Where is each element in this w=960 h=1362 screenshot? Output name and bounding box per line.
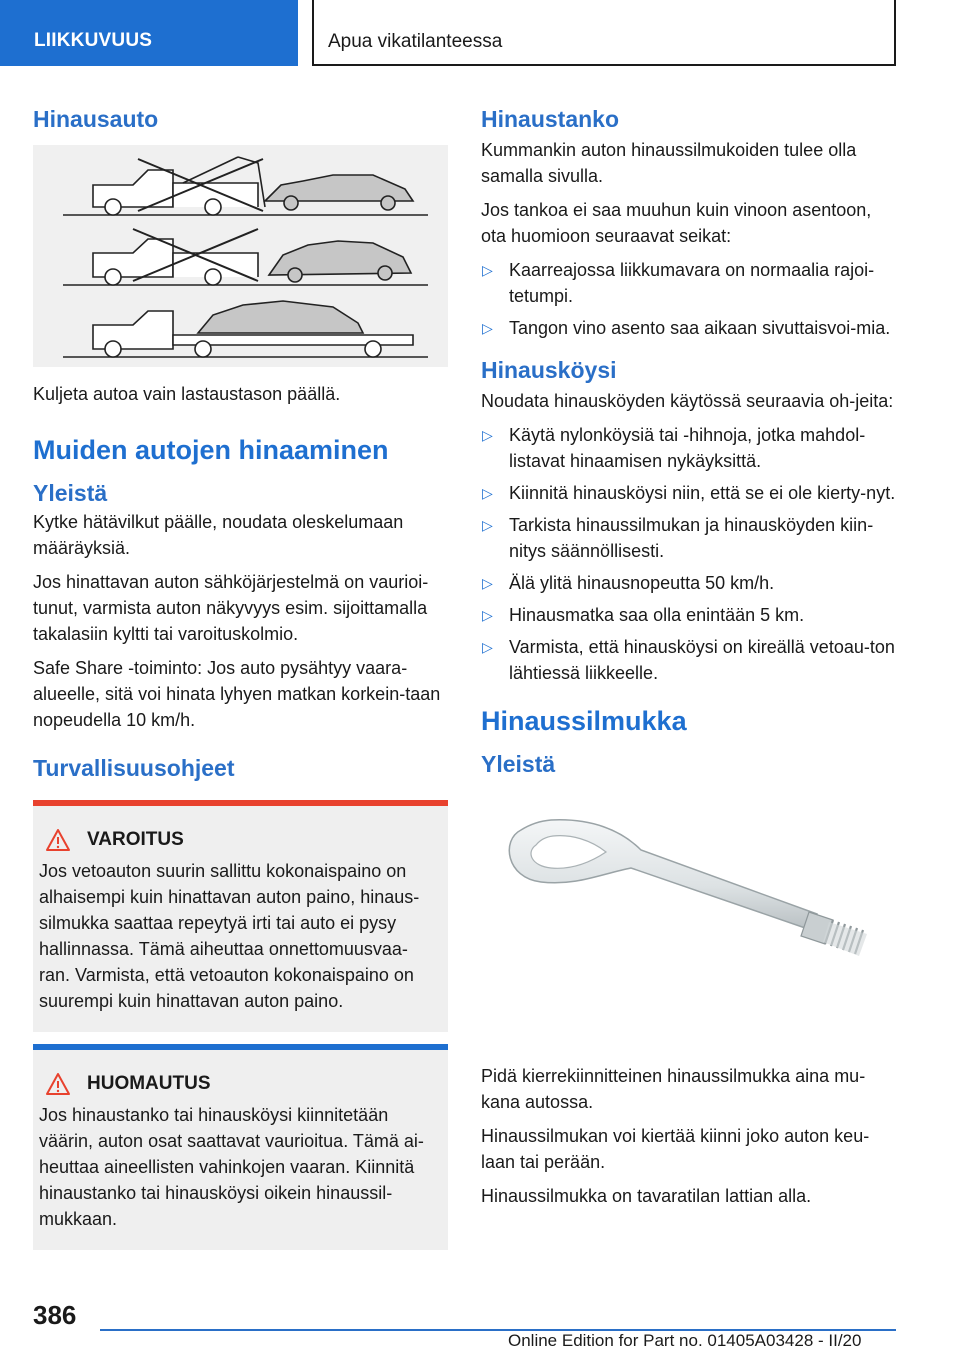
right-column <box>481 96 896 1217</box>
heading-tow-eye: Hinaussilmukka <box>481 706 687 736</box>
paragraph-hazard-lights: Kytke hätävilkut päälle, noudata oleskelumaan määräyksiä. <box>33 512 404 558</box>
heading-tow-bar: Hinaustanko <box>481 106 620 132</box>
tow-truck-illustration <box>33 145 448 367</box>
tow-methods-diagram <box>33 145 448 367</box>
tow-caption: Kuljeta autoa vain lastaustason päällä. <box>33 384 341 404</box>
heading-general-right: Yleistä <box>481 751 556 777</box>
paragraph-screw-eye: Hinaussilmukan voi kiertää kiinni joko auton keu-laan tai perään. <box>481 1126 870 1172</box>
chapter-title: Apua vikatilanteessa <box>312 0 896 66</box>
list-item: ▷ Tangon vino asento saa aikaan sivuttaisvoi-mia. <box>481 315 896 341</box>
tow-eye-image <box>481 790 896 1035</box>
tow-eye-illustration <box>481 790 896 1035</box>
bar-list <box>481 257 896 341</box>
paragraph-eye-location: Hinaussilmukka on tavaratilan lattian alla. <box>481 1186 812 1206</box>
list-item: ▷ Kiinnitä hinausköysi niin, että se ei ole kierty-nyt. <box>481 480 896 506</box>
triangle-right-icon: ▷ <box>482 485 493 501</box>
paragraph-bar-same-side: Kummankin auton hinaussilmukoiden tulee olla samalla sivulla. <box>481 140 857 186</box>
paragraph-bar-diagonal: Jos tankoa ei saa muuhun kuin vinoon asentoon, ota huomioon seuraavat seikat: <box>481 200 872 246</box>
list-item: ▷ Tarkista hinaussilmukan ja hinausköyden kiin-nitys säännöllisesti. <box>481 512 896 564</box>
paragraph-keep-eye: Pidä kierrekiinnitteinen hinaussilmukka aina mu-kana autossa. <box>481 1066 866 1112</box>
paragraph-safe-share: Safe Share -toiminto: Jos auto pysähtyy vaara-alueelle, sitä voi hinata lyhyen matkan korkein-taan nopeudella 10 km/h. <box>33 658 441 730</box>
list-item: ▷ Käytä nylonköysiä tai -hihnoja, jotka mahdol-listavat hinaamisen nykäyksittä. <box>481 422 896 474</box>
list-item: ▷ Älä ylitä hinausnopeutta 50 km/h. <box>481 570 896 596</box>
rope-list <box>481 422 896 686</box>
warning-text: Jos vetoauton suurin sallittu kokonaispaino on alhaisempi kuin hinattavan auton paino, hinaus-silmukka saattaa repeytyä irti tai auto ei pysy hallinnassa. Tämä aiheuttaa onnettomuusvaa-ran. Varmista, että vetoauton kokonaispaino on suurempi kuin hinattavan auton paino. <box>39 861 420 1011</box>
warning-triangle-icon <box>45 1072 71 1096</box>
notice-box <box>33 1044 448 1250</box>
heading-general-left: Yleistä <box>33 480 108 506</box>
list-item: ▷ Varmista, että hinausköysi on kireällä vetoau-ton lähtiessä liikkeelle. <box>481 634 896 686</box>
triangle-right-icon: ▷ <box>482 427 493 443</box>
triangle-right-icon: ▷ <box>482 607 493 623</box>
list-item: ▷ Kaarreajossa liikkumavara on normaalia rajoi-tetumpi. <box>481 257 896 309</box>
heading-tow-rope: Hinausköysi <box>481 357 617 383</box>
heading-towing-others: Muiden autojen hinaaminen <box>33 435 389 465</box>
section-tab[interactable]: LIIKKUVUUS <box>0 0 298 66</box>
warning-box <box>33 800 448 1032</box>
notice-text: Jos hinaustanko tai hinausköysi kiinnitetään väärin, auton osat saattavat vaurioitua. Tämä ai-heuttaa aineellisten vahinkojen vaaran. Kiinnitä hinaustanko tai hinausköysi oikein hinaussil-mukkaan. <box>39 1105 424 1229</box>
page-header <box>0 0 960 66</box>
edition-text: Online Edition for Part no. 01405A03428 - II/20 <box>508 1331 862 1350</box>
triangle-right-icon: ▷ <box>482 320 493 336</box>
warning-label: VAROITUS <box>87 829 184 850</box>
triangle-right-icon: ▷ <box>482 639 493 655</box>
page-number: 386 <box>33 1300 77 1330</box>
paragraph-electrical: Jos hinattavan auton sähköjärjestelmä on vaurioi-tunut, varmista auton näkyvyys esim. sijoittamalla takalasiin kyltti tai varoituskolmio. <box>33 572 429 644</box>
heading-safety: Turvallisuusohjeet <box>33 755 235 781</box>
list-item: ▷ Hinausmatka saa olla enintään 5 km. <box>481 602 896 628</box>
paragraph-rope-intro: Noudata hinausköyden käytössä seuraavia oh-jeita: <box>481 391 894 411</box>
triangle-right-icon: ▷ <box>482 262 493 278</box>
triangle-right-icon: ▷ <box>482 575 493 591</box>
heading-tow-truck: Hinausauto <box>33 106 159 132</box>
triangle-right-icon: ▷ <box>482 517 493 533</box>
left-column <box>33 96 448 1250</box>
warning-triangle-icon <box>45 828 71 852</box>
notice-label: HUOMAUTUS <box>87 1073 211 1094</box>
